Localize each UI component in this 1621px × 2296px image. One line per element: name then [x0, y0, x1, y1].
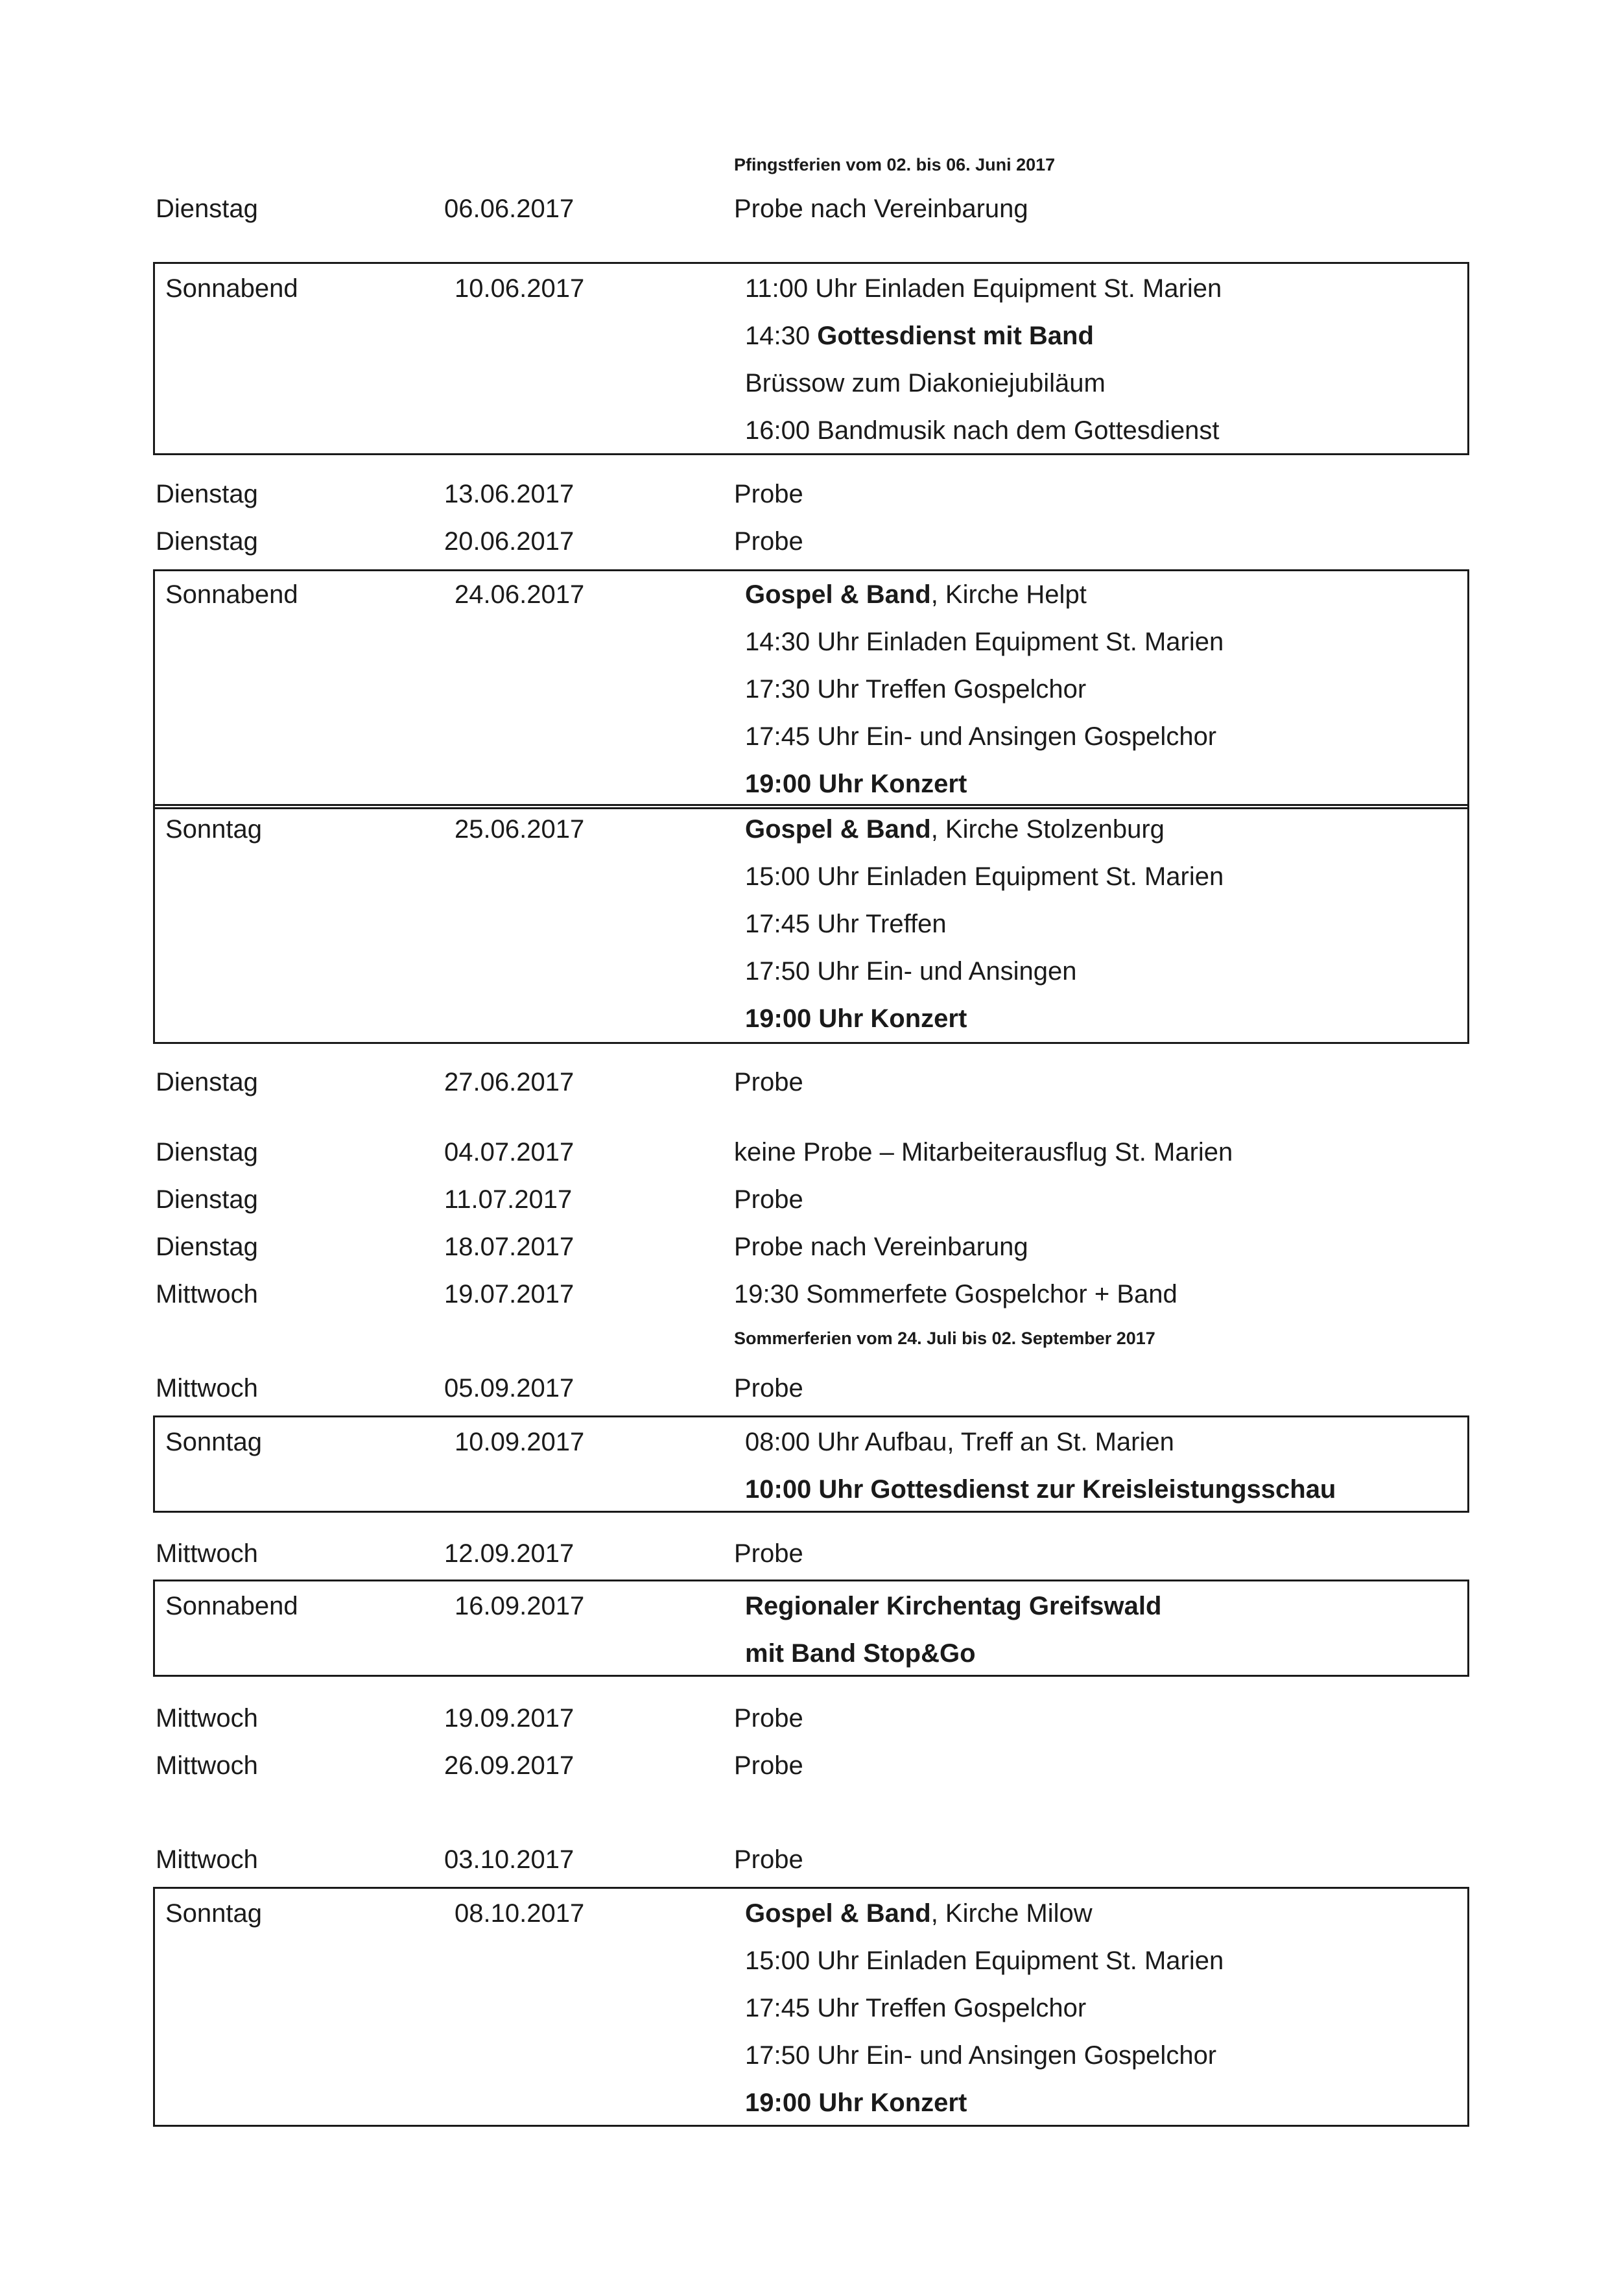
schedule-row	[2, 365, 1621, 412]
event-line: Probe nach Vereinbarung	[734, 195, 1028, 223]
event-box	[153, 1580, 1469, 1677]
schedule-row	[2, 671, 1621, 718]
holiday-note-sommer: Sommerferien vom 24. Juli bis 02. September 2017	[734, 1329, 1155, 1348]
schedule-row	[0, 1370, 1621, 1417]
schedule-row	[0, 1181, 1621, 1228]
event-line: 14:30 Gottesdienst mit Band	[745, 322, 1094, 350]
weekday: Mittwoch	[156, 1374, 258, 1402]
weekday: Mittwoch	[156, 1751, 258, 1780]
schedule-row	[2, 1990, 1621, 2037]
schedule-row	[2, 624, 1621, 670]
event-line: Gospel & Band, Kirche Helpt	[745, 580, 1087, 609]
event-line: Probe	[734, 527, 803, 556]
schedule-row	[2, 718, 1621, 765]
date: 13.06.2017	[444, 480, 574, 508]
event-line: 17:45 Uhr Ein- und Ansingen Gospelchor	[745, 722, 1217, 751]
event-line: Probe	[734, 1539, 803, 1568]
schedule-row	[2, 2037, 1621, 2084]
schedule-row	[2, 1943, 1621, 1989]
schedule-row	[0, 1229, 1621, 1275]
event-line: 17:50 Uhr Ein- und Ansingen	[745, 957, 1077, 986]
weekday: Sonnabend	[165, 1592, 298, 1620]
event-box	[153, 804, 1469, 1044]
weekday: Sonntag	[165, 815, 263, 844]
schedule-row	[0, 1064, 1621, 1111]
date: 26.09.2017	[444, 1751, 574, 1780]
weekday: Dienstag	[156, 1233, 258, 1261]
schedule-row	[2, 318, 1621, 364]
event-line: Brüssow zum Diakoniejubiläum	[745, 369, 1106, 397]
weekday: Sonntag	[165, 1899, 263, 1928]
event-line: Probe	[734, 1185, 803, 1214]
schedule-row	[0, 523, 1621, 570]
event-box	[153, 569, 1469, 809]
schedule-row	[2, 906, 1621, 953]
date: 04.07.2017	[444, 1138, 574, 1166]
schedule-row	[2, 1424, 1621, 1471]
schedule-row	[2, 270, 1621, 317]
event-line: Probe	[734, 1374, 803, 1402]
schedule-row	[2, 811, 1621, 858]
date: 06.06.2017	[444, 195, 574, 223]
event-line: 15:00 Uhr Einladen Equipment St. Marien	[745, 862, 1224, 891]
weekday: Dienstag	[156, 195, 258, 223]
event-line: 10:00 Uhr Gottesdienst zur Kreisleistungsschau	[745, 1475, 1336, 1504]
event-line: Probe	[734, 1845, 803, 1874]
event-box	[153, 262, 1469, 455]
weekday: Mittwoch	[156, 1845, 258, 1874]
schedule-row	[2, 1471, 1621, 1518]
event-line: 14:30 Uhr Einladen Equipment St. Marien	[745, 628, 1224, 656]
date: 18.07.2017	[444, 1233, 574, 1261]
schedule-row	[0, 191, 1621, 237]
weekday: Dienstag	[156, 1068, 258, 1096]
schedule-row	[2, 1895, 1621, 1942]
schedule-row	[2, 858, 1621, 905]
weekday: Sonnabend	[165, 580, 298, 609]
weekday: Mittwoch	[156, 1539, 258, 1568]
date: 24.06.2017	[455, 580, 585, 609]
event-box	[153, 1887, 1469, 2127]
schedule-row	[2, 412, 1621, 459]
schedule-row	[2, 2085, 1621, 2131]
date: 08.10.2017	[455, 1899, 585, 1928]
date: 10.06.2017	[455, 274, 585, 303]
schedule-row	[2, 1588, 1621, 1635]
schedule-row	[0, 1535, 1621, 1582]
event-line: 19:00 Uhr Konzert	[745, 770, 967, 798]
event-box	[153, 1415, 1469, 1513]
date: 27.06.2017	[444, 1068, 574, 1096]
event-line: 17:50 Uhr Ein- und Ansingen Gospelchor	[745, 2041, 1217, 2070]
event-line: 08:00 Uhr Aufbau, Treff an St. Marien	[745, 1428, 1174, 1456]
event-line: 11:00 Uhr Einladen Equipment St. Marien	[745, 274, 1222, 303]
event-line: 19:30 Sommerfete Gospelchor + Band	[734, 1280, 1177, 1308]
event-line: Probe	[734, 1068, 803, 1096]
date: 12.09.2017	[444, 1539, 574, 1568]
event-line: 16:00 Bandmusik nach dem Gottesdienst	[745, 416, 1220, 445]
weekday: Sonnabend	[165, 274, 298, 303]
schedule-row	[0, 1134, 1621, 1181]
date: 03.10.2017	[444, 1845, 574, 1874]
event-line: Regionaler Kirchentag Greifswald	[745, 1592, 1162, 1620]
schedule-row	[0, 1747, 1621, 1794]
date: 19.09.2017	[444, 1704, 574, 1733]
event-line: 19:00 Uhr Konzert	[745, 1004, 967, 1033]
date: 19.07.2017	[444, 1280, 574, 1308]
date: 25.06.2017	[455, 815, 585, 844]
schedule-row	[2, 953, 1621, 1000]
schedule-row	[0, 1700, 1621, 1747]
schedule-row	[0, 476, 1621, 523]
event-line: 17:45 Uhr Treffen Gospelchor	[745, 1994, 1087, 2022]
weekday: Dienstag	[156, 527, 258, 556]
weekday: Mittwoch	[156, 1280, 258, 1308]
schedule-row	[2, 1000, 1621, 1047]
event-line: Gospel & Band, Kirche Milow	[745, 1899, 1093, 1928]
event-line: Probe	[734, 1751, 803, 1780]
date: 16.09.2017	[455, 1592, 585, 1620]
event-line: 17:30 Uhr Treffen Gospelchor	[745, 675, 1087, 704]
schedule-row	[0, 1841, 1621, 1888]
schedule-row	[0, 1276, 1621, 1323]
event-line: Probe	[734, 480, 803, 508]
event-line: mit Band Stop&Go	[745, 1639, 976, 1668]
weekday: Dienstag	[156, 1185, 258, 1214]
schedule-row	[2, 1635, 1621, 1682]
event-line: 19:00 Uhr Konzert	[745, 2089, 967, 2117]
date: 11.07.2017	[444, 1185, 573, 1214]
event-line: Probe	[734, 1704, 803, 1733]
schedule-row	[2, 576, 1621, 623]
holiday-note-pfingsten: Pfingstferien vom 02. bis 06. Juni 2017	[734, 155, 1056, 174]
event-line: 17:45 Uhr Treffen	[745, 910, 947, 938]
weekday: Mittwoch	[156, 1704, 258, 1733]
event-line: keine Probe – Mitarbeiterausflug St. Marien	[734, 1138, 1233, 1166]
event-line: Probe nach Vereinbarung	[734, 1233, 1028, 1261]
date: 10.09.2017	[455, 1428, 585, 1456]
weekday: Sonntag	[165, 1428, 263, 1456]
weekday: Dienstag	[156, 480, 258, 508]
event-line: Gospel & Band, Kirche Stolzenburg	[745, 815, 1165, 844]
date: 05.09.2017	[444, 1374, 574, 1402]
event-line: 15:00 Uhr Einladen Equipment St. Marien	[745, 1947, 1224, 1975]
date: 20.06.2017	[444, 527, 574, 556]
weekday: Dienstag	[156, 1138, 258, 1166]
